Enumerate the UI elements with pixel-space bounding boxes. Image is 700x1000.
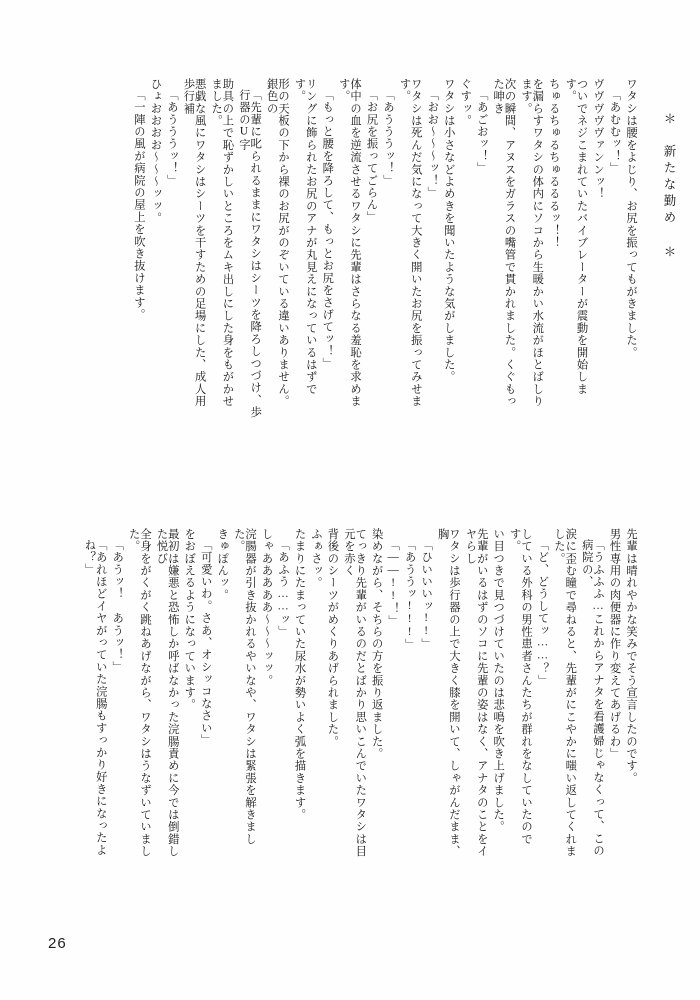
bottom-text-block (78, 528, 636, 858)
text-line: している外科の男性患者さんたちが群れをなしていたのです。 (508, 528, 532, 846)
text-line: 「うふふふ…これからアナタを看護婦じゃなくって、この病院の、 (580, 539, 605, 857)
text-line: 「あううッ!!!」 (403, 539, 416, 651)
text-line: 「一陣の風が病院の屋上を吹き抜けます。 (132, 89, 145, 321)
text-line: 「あうううッ！」 (165, 89, 178, 187)
text-line: ついでネジこまれていたバイブレーターが震動を開始します。 (564, 78, 588, 396)
text-line: 助具の上で恥ずかしいところをムキ出しにした身をもがかせました。 (210, 78, 234, 408)
text-line: 先輩は晴れやかな笑みでそう宣言したのです。 (625, 528, 637, 785)
heading-left-asterisk: ＊ (662, 112, 676, 127)
text-line: 体中の血を逆流させるワタシに先輩はさらなる羞恥を求めます。 (337, 78, 362, 408)
text-line: 悪戯な風にワタシはシーツを干すための足場にした、成人用歩行補 (182, 78, 206, 408)
text-line: 次の瞬間、アヌスをガラスの嘴管で貫かれました。くぐもった呻き (492, 78, 516, 408)
text-line: 男性専用の肉便器に作り変えてあげるわ」 (608, 528, 621, 760)
text-line: 先輩がいるはずのソコに先輩の姿はなく、アナタのことをイヤらし (464, 528, 488, 858)
section-heading (660, 112, 678, 260)
text-line: 涙に歪む瞳で尋ねると、先輩がにこやかに嗤い返してくれました。 (552, 528, 577, 858)
text-line: ワタシは歩行器の上で大きく膝を開いて、しゃがんだまま、胸 (436, 528, 460, 858)
text-line: ぐすッ。 (459, 78, 472, 127)
top-text-block (127, 78, 637, 419)
text-line: 「あごおッ！」 (475, 89, 488, 175)
text-line: 背後のシーツがめくりあげられました。 (326, 528, 339, 748)
text-line: 形の天板の下から裸のお尻がのぞいている違いありません。銀色の (265, 78, 289, 408)
text-line: たまりにたまっていた尿水が勢いよく弧を描きます。 (293, 528, 306, 821)
text-line: しゃあああああ～～～ッッ。 (260, 528, 273, 687)
text-line: ふぁさッ。 (309, 528, 322, 589)
text-line: ワタシは死んだ気になって大きく開いたお尻を振ってみせます。 (398, 78, 422, 408)
text-line: 「ひいいいッ!!」 (420, 539, 433, 651)
text-line: 「あふう……ッ」 (276, 539, 289, 638)
text-line: 「お尻を振ってごらん」 (365, 89, 378, 224)
text-line: 染めながら、そちらの方を振り返ました。 (370, 528, 383, 760)
text-line: 「もっと腰を降ろして、もっとお尻をさげてッ！」 (321, 89, 334, 370)
text-line: ワタシは腰をよじり、お尻を振ってもがきました。 (625, 78, 637, 359)
text-line: ひょおおおお～～～ッッ。 (149, 78, 162, 225)
text-line: 「あうううッ！」 (382, 89, 394, 187)
text-line: 全身をがくがく跳ねあげながら、ワタシはうなずいていました。 (127, 528, 151, 858)
text-line: 「可愛いわ。さあ、オシッコなさい」 (199, 539, 212, 747)
text-line: い目つきで見つづけていたのは悲鳴を吹き上げました。 (492, 528, 505, 833)
heading-right-asterisk: ＊ (662, 245, 676, 260)
text-line: 「あれほどイヤがっていた浣腸もすっかり好きになったよね？」 (83, 539, 107, 857)
text-line: てっきり先輩がいるのだとばかり思いこんでいたワタシは目元を赤く (342, 528, 367, 858)
text-line: 「ど、どうしてッ……？」 (536, 539, 549, 687)
text-line: を漏らすワタシの体内にソコから生暖かい水流がほとばしります。 (519, 78, 544, 408)
text-line: 「おお～～～ッ！」 (426, 89, 439, 199)
text-line: リングに飾られたお尻のアナが丸見えになっているはずです。 (293, 78, 317, 396)
text-line: 浣腸器が引き抜かれるやいなや、ワタシは緊張を解きました。 (232, 528, 257, 846)
text-line: ちゅるちゅるちゅるるるッ！！ (547, 78, 560, 249)
heading-title: 新たな勤め (662, 144, 676, 227)
text-line: 「――!!！」 (387, 539, 400, 628)
text-line: 「あむむッ！」 (608, 89, 621, 175)
text-line: 「先輩に叱られるままにワタシはシーツを降ろしつづけ、歩行器のU字 (237, 89, 262, 419)
text-line: ワタシは小さなどよめきを聞いたような気がしました。 (442, 78, 455, 383)
text-line: 最初は嫌悪と恐怖しか呼ばなかった浣腸責めに今では倒錯した悦び (155, 528, 179, 858)
text-line: をおぼえるようになっています。 (183, 528, 196, 711)
page-number: 26 (48, 935, 67, 952)
text-line: ヴヴヴヴヴァンンッ！ (592, 78, 605, 200)
text-line: きゅぽんッ。 (216, 528, 229, 602)
text-line: 「あうッ！ あうッ！」 (111, 539, 124, 674)
